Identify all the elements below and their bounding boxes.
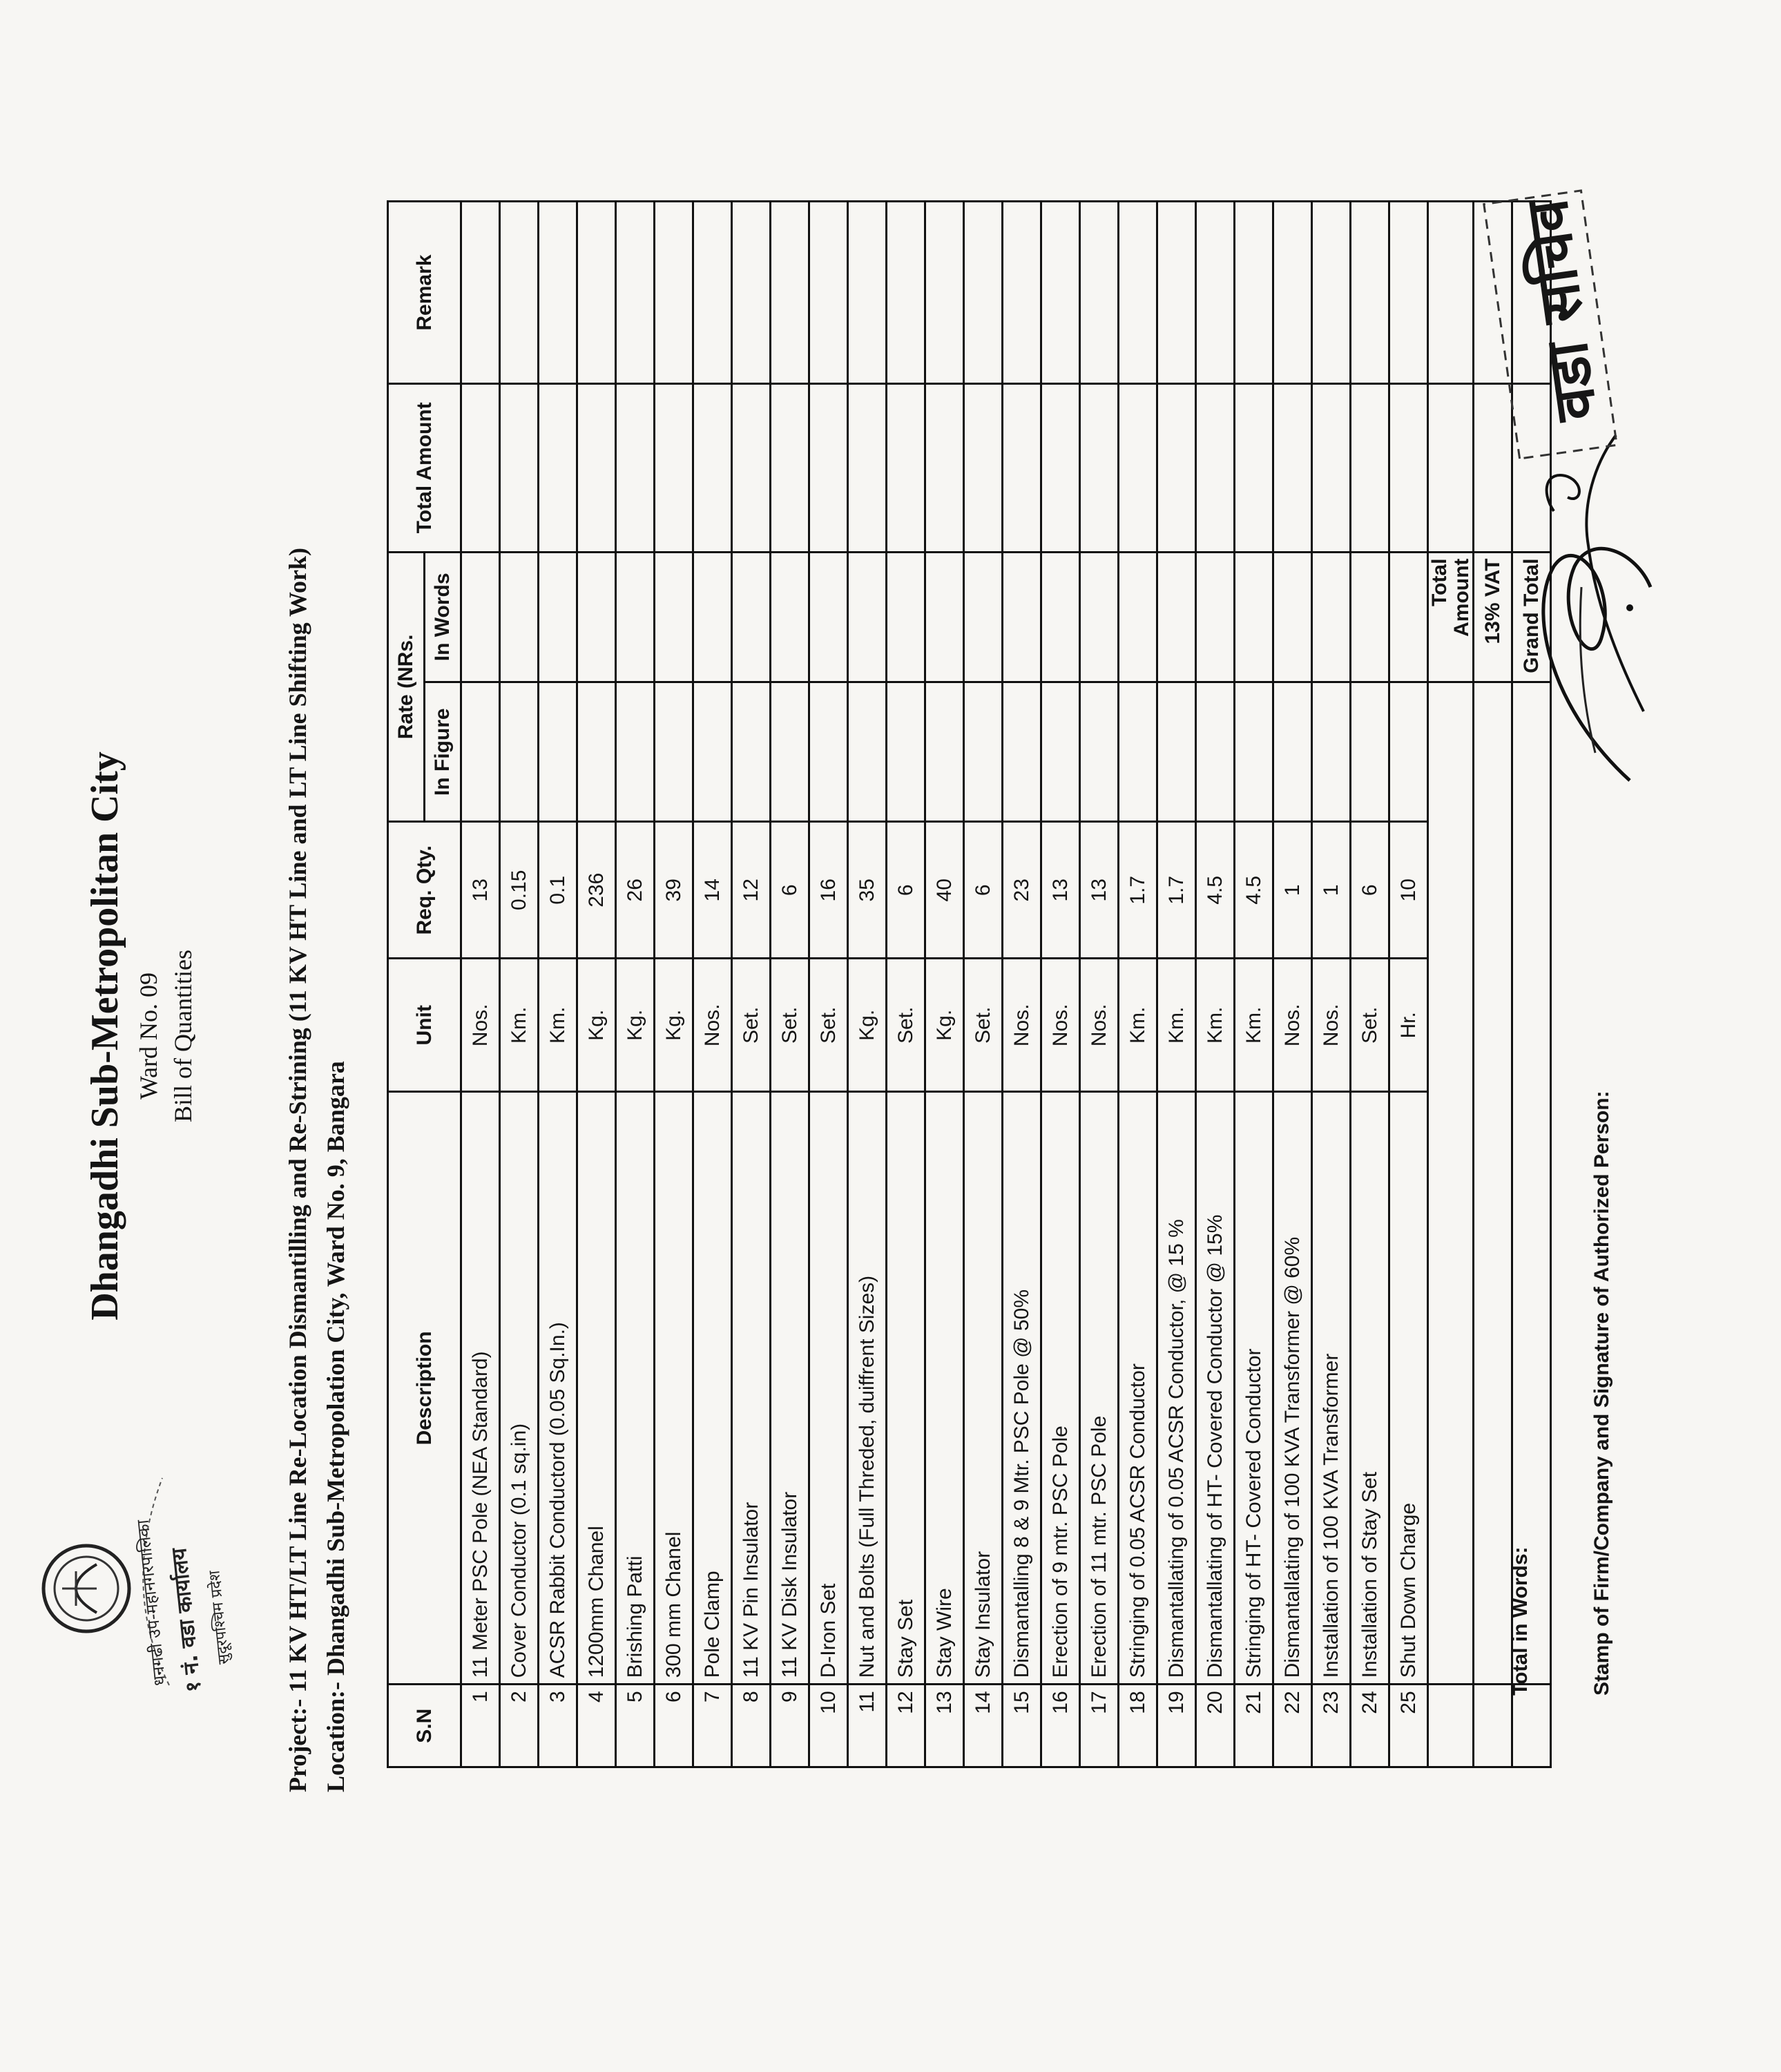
org-name: Dhangadhi Sub-Metropolitan City (84, 751, 126, 1321)
row-sn: 17 (1080, 1685, 1119, 1767)
row-qty: 13 (1080, 822, 1119, 959)
row-remark (539, 202, 577, 384)
row-sn: 4 (577, 1685, 616, 1767)
row-sn: 14 (964, 1685, 1003, 1767)
row-sn: 20 (1196, 1685, 1235, 1767)
row-remark (1235, 202, 1273, 384)
row-rate-in-figure (1003, 682, 1041, 822)
row-total-amount (577, 384, 616, 552)
summary-blank (1474, 682, 1512, 1685)
row-rate-in-words (1041, 552, 1080, 682)
header-qty: Req. Qty. (388, 822, 461, 959)
row-total-amount (809, 384, 848, 552)
row-remark (616, 202, 655, 384)
row-rate-in-figure (1312, 682, 1351, 822)
table-row (1003, 202, 1041, 1767)
row-rate-in-words (848, 552, 887, 682)
row-total-amount (1003, 384, 1041, 552)
row-rate-in-words (809, 552, 848, 682)
row-remark (848, 202, 887, 384)
table-row (964, 202, 1003, 1767)
row-rate-in-words (461, 552, 500, 682)
row-unit: Km. (1235, 959, 1273, 1092)
row-description: 11 Meter PSC Pole (NEA Standard) (461, 1092, 500, 1685)
ward-secretary-stamp-text: वडा सचिव (1512, 195, 1610, 425)
row-rate-in-words (1389, 552, 1428, 682)
row-remark (1273, 202, 1312, 384)
row-rate-in-figure (655, 682, 693, 822)
row-rate-in-words (887, 552, 925, 682)
row-rate-in-figure (887, 682, 925, 822)
summary-blank (1474, 1685, 1512, 1767)
row-sn: 9 (771, 1685, 809, 1767)
row-unit: Set. (732, 959, 771, 1092)
row-description: Installation of Stay Set (1351, 1092, 1389, 1685)
row-unit: Kg. (848, 959, 887, 1092)
table-row (1273, 202, 1312, 1767)
row-description: Stay Insulator (964, 1092, 1003, 1685)
row-unit: Nos. (1080, 959, 1119, 1092)
total-amount-row-remark (1428, 202, 1474, 384)
table-row (577, 202, 616, 1767)
row-unit: Nos. (1312, 959, 1351, 1092)
row-qty: 13 (1041, 822, 1080, 959)
row-rate-in-words (655, 552, 693, 682)
table-row (1041, 202, 1080, 1767)
row-remark (809, 202, 848, 384)
row-total-amount (539, 384, 577, 552)
row-sn: 2 (500, 1685, 539, 1767)
row-rate-in-words (1080, 552, 1119, 682)
row-total-amount (1312, 384, 1351, 552)
row-rate-in-figure (500, 682, 539, 822)
table-row (1389, 202, 1428, 1767)
row-remark (577, 202, 616, 384)
table-row (925, 202, 964, 1767)
row-description: Stringing of HT- Covered Conductor (1235, 1092, 1273, 1685)
row-rate-in-figure (461, 682, 500, 822)
svg-text:धनगढी उप-महानगरपालिका: धनगढी उप-महानगरपालिका (133, 1519, 170, 1687)
row-sn: 6 (655, 1685, 693, 1767)
table-row (887, 202, 925, 1767)
ward-number: Ward No. 09 (135, 972, 162, 1100)
row-unit: Set. (887, 959, 925, 1092)
table-row (771, 202, 809, 1767)
table-row (848, 202, 887, 1767)
row-total-amount (1119, 384, 1157, 552)
row-description: 11 KV Pin Insulator (732, 1092, 771, 1685)
table-row (655, 202, 693, 1767)
row-sn: 11 (848, 1685, 887, 1767)
row-qty: 13 (461, 822, 500, 959)
row-remark (1351, 202, 1389, 384)
row-unit: Kg. (616, 959, 655, 1092)
row-rate-in-figure (1273, 682, 1312, 822)
row-description: 11 KV Disk Insulator (771, 1092, 809, 1685)
row-remark (1080, 202, 1119, 384)
vat-row-label: 13% VAT (1474, 552, 1512, 682)
row-sn: 23 (1312, 1685, 1351, 1767)
location-line: Location:- Dhangadhi Sub-Metropolation City, Ward No. 9, Bangara (322, 1061, 349, 1792)
row-rate-in-figure (925, 682, 964, 822)
row-rate-in-figure (616, 682, 655, 822)
table-row (1235, 202, 1273, 1767)
table-row (732, 202, 771, 1767)
row-sn: 24 (1351, 1685, 1389, 1767)
table-row (500, 202, 539, 1767)
header-total-amount: Total Amount (388, 384, 461, 552)
row-total-amount (964, 384, 1003, 552)
summary-blank (1512, 682, 1551, 1685)
row-total-amount (1041, 384, 1080, 552)
row-unit: Km. (1196, 959, 1235, 1092)
row-rate-in-words (964, 552, 1003, 682)
row-rate-in-figure (732, 682, 771, 822)
row-rate-in-words (616, 552, 655, 682)
table-row (1196, 202, 1235, 1767)
table-body (461, 202, 1551, 1767)
table-row (693, 202, 732, 1767)
total-amount-row-amount (1428, 384, 1474, 552)
row-unit: Km. (539, 959, 577, 1092)
row-rate-in-figure (1389, 682, 1428, 822)
bill-of-quantities-table (387, 200, 1552, 1768)
row-total-amount (848, 384, 887, 552)
row-sn: 25 (1389, 1685, 1428, 1767)
table-row (461, 202, 500, 1767)
row-description: Erection of 11 mtr. PSC Pole (1080, 1092, 1119, 1685)
row-remark (693, 202, 732, 384)
row-rate-in-figure (1196, 682, 1235, 822)
row-unit: Kg. (577, 959, 616, 1092)
row-qty: 10 (1389, 822, 1428, 959)
summary-blank (1512, 1685, 1551, 1767)
row-remark (1312, 202, 1351, 384)
row-description: Dismantallating of 100 KVA Transformer @ 60% (1273, 1092, 1312, 1685)
row-rate-in-figure (1119, 682, 1157, 822)
row-unit: Set. (964, 959, 1003, 1092)
row-sn: 18 (1119, 1685, 1157, 1767)
table-row (1312, 202, 1351, 1767)
row-total-amount (500, 384, 539, 552)
row-unit: Km. (1119, 959, 1157, 1092)
row-remark (1196, 202, 1235, 384)
row-unit: Set. (809, 959, 848, 1092)
row-description: Cover Conductor (0.1 sq.in) (500, 1092, 539, 1685)
row-sn: 16 (1041, 1685, 1080, 1767)
row-qty: 12 (732, 822, 771, 959)
header-unit: Unit (388, 959, 461, 1092)
row-rate-in-words (577, 552, 616, 682)
row-qty: 14 (693, 822, 732, 959)
row-sn: 3 (539, 1685, 577, 1767)
row-sn: 22 (1273, 1685, 1312, 1767)
stamp-signature-label: Stamp of Firm/Company and Signature of Authorized Person: (1590, 1091, 1613, 1696)
row-rate-in-words (1312, 552, 1351, 682)
row-rate-in-words (732, 552, 771, 682)
row-description: Stay Wire (925, 1092, 964, 1685)
row-rate-in-words (693, 552, 732, 682)
row-unit: Nos. (1273, 959, 1312, 1092)
row-sn: 1 (461, 1685, 500, 1767)
row-description: Installation of 100 KVA Transformer (1312, 1092, 1351, 1685)
row-sn: 19 (1157, 1685, 1196, 1767)
ward-secretary-stamp (1499, 173, 1616, 470)
row-description: 300 mm Chanel (655, 1092, 693, 1685)
row-qty: 0.15 (500, 822, 539, 959)
row-description: Stringing of 0.05 ACSR Conductor (1119, 1092, 1157, 1685)
row-unit: Kg. (925, 959, 964, 1092)
row-rate-in-figure (809, 682, 848, 822)
row-remark (887, 202, 925, 384)
row-remark (655, 202, 693, 384)
row-unit: Set. (1351, 959, 1389, 1092)
row-qty: 4.5 (1196, 822, 1235, 959)
header-in-words: In Words (425, 552, 461, 682)
row-remark (461, 202, 500, 384)
row-rate-in-words (1273, 552, 1312, 682)
row-sn: 7 (693, 1685, 732, 1767)
row-total-amount (1080, 384, 1119, 552)
row-total-amount (655, 384, 693, 552)
row-sn: 15 (1003, 1685, 1041, 1767)
row-remark (732, 202, 771, 384)
row-sn: 8 (732, 1685, 771, 1767)
row-rate-in-figure (964, 682, 1003, 822)
row-rate-in-figure (693, 682, 732, 822)
row-qty: 1.7 (1157, 822, 1196, 959)
row-qty: 1.7 (1119, 822, 1157, 959)
row-rate-in-figure (1351, 682, 1389, 822)
row-total-amount (693, 384, 732, 552)
row-unit: Nos. (461, 959, 500, 1092)
row-unit: Km. (500, 959, 539, 1092)
project-line: Project:- 11 KV HT/LT Line Re-Location Dismantilling and Re-Strining (11 KV HT Line and LT Line Shifting Work) (284, 548, 311, 1792)
row-qty: 35 (848, 822, 887, 959)
row-sn: 13 (925, 1685, 964, 1767)
row-remark (500, 202, 539, 384)
row-qty: 40 (925, 822, 964, 959)
row-unit: Nos. (1041, 959, 1080, 1092)
row-description: D-Iron Set (809, 1092, 848, 1685)
row-total-amount (616, 384, 655, 552)
row-unit: Nos. (1003, 959, 1041, 1092)
row-rate-in-words (1235, 552, 1273, 682)
table-row (1351, 202, 1389, 1767)
row-remark (771, 202, 809, 384)
row-remark (1041, 202, 1080, 384)
row-qty: 23 (1003, 822, 1041, 959)
row-remark (1003, 202, 1041, 384)
row-sn: 10 (809, 1685, 848, 1767)
row-qty: 1 (1273, 822, 1312, 959)
row-rate-in-figure (1235, 682, 1273, 822)
row-rate-in-words (1351, 552, 1389, 682)
row-rate-in-figure (577, 682, 616, 822)
row-remark (1157, 202, 1196, 384)
header-remark: Remark (388, 202, 461, 384)
svg-text:१ नं. वडा कार्यालय: १ नं. वडा कार्यालय (166, 1546, 206, 1694)
row-description: Pole Clamp (693, 1092, 732, 1685)
row-total-amount (771, 384, 809, 552)
row-rate-in-figure (1041, 682, 1080, 822)
row-qty: 1 (1312, 822, 1351, 959)
row-unit: Set. (771, 959, 809, 1092)
row-qty: 6 (964, 822, 1003, 959)
row-unit: Nos. (693, 959, 732, 1092)
header-in-figure: In Figure (425, 682, 461, 822)
svg-text:सुदूरपश्चिम प्रदेश: सुदूरपश्चिम प्रदेश (206, 1569, 233, 1665)
row-remark (1389, 202, 1428, 384)
row-rate-in-words (1003, 552, 1041, 682)
row-rate-in-words (771, 552, 809, 682)
row-description: Dismantallating of 0.05 ACSR Conductor, @ 15 % (1157, 1092, 1196, 1685)
grand-total-row-label: Grand Total (1512, 552, 1551, 682)
row-rate-in-words (1119, 552, 1157, 682)
row-description: Dismantallating of HT- Covered Conductor @ 15% (1196, 1092, 1235, 1685)
row-total-amount (1389, 384, 1428, 552)
table-header (388, 202, 461, 1767)
row-total-amount (1273, 384, 1312, 552)
table-row (1157, 202, 1196, 1767)
row-description: ACSR Rabbit Conductord (0.05 Sq.In.) (539, 1092, 577, 1685)
row-total-amount (1157, 384, 1196, 552)
row-description: Shut Down Charge (1389, 1092, 1428, 1685)
row-rate-in-words (1196, 552, 1235, 682)
row-qty: 6 (771, 822, 809, 959)
row-sn: 12 (887, 1685, 925, 1767)
table-row (539, 202, 577, 1767)
row-rate-in-figure (1080, 682, 1119, 822)
summary-blank (1428, 1685, 1474, 1767)
table-row (809, 202, 848, 1767)
row-qty: 0.1 (539, 822, 577, 959)
document-header (83, 0, 198, 2072)
row-total-amount (461, 384, 500, 552)
row-rate-in-figure (771, 682, 809, 822)
row-sn: 21 (1235, 1685, 1273, 1767)
row-qty: 16 (809, 822, 848, 959)
row-unit: Hr. (1389, 959, 1428, 1092)
total-amount-row-label: Total Amount (1428, 552, 1474, 682)
row-total-amount (887, 384, 925, 552)
header-description: Description (388, 1092, 461, 1685)
row-total-amount (925, 384, 964, 552)
row-description: Dismantalling 8 & 9 Mtr. PSC Pole @ 50% (1003, 1092, 1041, 1685)
table-row (1119, 202, 1157, 1767)
table-row (1080, 202, 1119, 1767)
row-qty: 6 (1351, 822, 1389, 959)
row-qty: 236 (577, 822, 616, 959)
header-rate: Rate (NRs. (388, 552, 425, 822)
total-amount-row (1428, 202, 1474, 1767)
row-qty: 4.5 (1235, 822, 1273, 959)
document-title: Bill of Quantities (169, 950, 197, 1122)
row-sn: 5 (616, 1685, 655, 1767)
row-rate-in-words (925, 552, 964, 682)
row-rate-in-words (539, 552, 577, 682)
row-remark (925, 202, 964, 384)
table-row (616, 202, 655, 1767)
row-rate-in-figure (848, 682, 887, 822)
summary-blank (1428, 682, 1474, 1685)
row-description: Erection of 9 mtr. PSC Pole (1041, 1092, 1080, 1685)
row-rate-in-words (500, 552, 539, 682)
row-qty: 26 (616, 822, 655, 959)
row-total-amount (732, 384, 771, 552)
row-qty: 6 (887, 822, 925, 959)
row-rate-in-figure (539, 682, 577, 822)
total-in-words-label: Total in Words: (1509, 1546, 1532, 1696)
row-description: 1200mm Chanel (577, 1092, 616, 1685)
row-description: Stay Set (887, 1092, 925, 1685)
row-rate-in-words (1157, 552, 1196, 682)
header-sn: S.N (388, 1685, 461, 1767)
row-total-amount (1196, 384, 1235, 552)
row-total-amount (1351, 384, 1389, 552)
row-description: Nut and Bolts (Full Threded, duiffrent Sizes) (848, 1092, 887, 1685)
row-rate-in-figure (1157, 682, 1196, 822)
row-total-amount (1235, 384, 1273, 552)
row-remark (1119, 202, 1157, 384)
handwritten-signature (1512, 421, 1671, 794)
row-remark (964, 202, 1003, 384)
row-qty: 39 (655, 822, 693, 959)
row-description: Brishing Patti (616, 1092, 655, 1685)
row-unit: Km. (1157, 959, 1196, 1092)
row-unit: Kg. (655, 959, 693, 1092)
